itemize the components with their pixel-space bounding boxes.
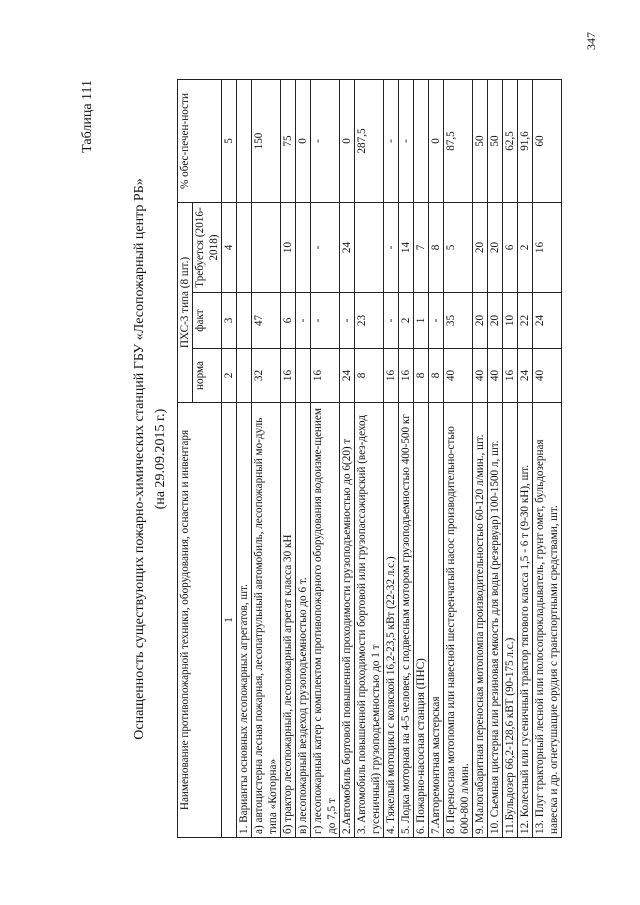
row-required: 24 <box>340 203 355 293</box>
row-norma: 40 <box>533 349 562 403</box>
row-percent: - <box>399 80 414 203</box>
row-name: б) трактор лесопожарный, лесопожарный агрегат класса 30 кН <box>281 403 296 838</box>
column-number: 1 <box>222 403 237 838</box>
row-norma <box>237 349 252 403</box>
row-norma: 16 <box>281 349 296 403</box>
row-fact <box>237 293 252 349</box>
row-fact: 10 <box>503 293 518 349</box>
column-number-row <box>222 80 237 838</box>
row-percent: - <box>311 80 340 203</box>
row-norma: 40 <box>473 349 488 403</box>
row-required <box>296 203 311 293</box>
row-required: 5 <box>444 203 473 293</box>
row-percent: 0 <box>296 80 311 203</box>
row-percent: 75 <box>281 80 296 203</box>
row-norma: 16 <box>503 349 518 403</box>
row-norma: 16 <box>384 349 399 403</box>
row-fact: - <box>296 293 311 349</box>
row-percent: 91,6 <box>518 80 533 203</box>
row-name: 12. Колесный или гусеничный трактор тягового класса 1,5 - 6 т (9-30 кН), шт. <box>518 403 533 838</box>
table-row <box>414 80 429 838</box>
column-number: 2 <box>222 349 237 403</box>
table-row <box>503 80 518 838</box>
row-norma: 24 <box>518 349 533 403</box>
row-norma: 32 <box>252 349 281 403</box>
row-norma <box>296 349 311 403</box>
row-fact: 2 <box>399 293 414 349</box>
table-date: (на 29.09.2015 г.) <box>153 408 168 510</box>
table-row <box>399 80 414 838</box>
row-percent <box>414 80 429 203</box>
row-percent <box>237 80 252 203</box>
header-required: Требуется (2016-2018) <box>193 203 222 293</box>
row-name: 2.Автомобиль бортовой повышенной проходимости грузоподъемностью до 6(20) т <box>340 403 355 838</box>
row-required: 16 <box>533 203 562 293</box>
table-row <box>355 80 384 838</box>
row-required: - <box>311 203 340 293</box>
row-fact: 20 <box>488 293 503 349</box>
row-name: 10. Съемная цистерна или резиновая емкость для воды (резервуар) 100-1500 л, шт. <box>488 403 503 838</box>
row-norma: 40 <box>444 349 473 403</box>
row-name: а) автоцистерна лесная пожарная, лесопатрульный автомобиль, лесопожарный мо-дуль типа «Которна» <box>252 403 281 838</box>
table-title: Оснащенность существующих пожарно-химических станций ГБУ «Лесопожарный центр РБ» <box>132 178 147 740</box>
row-name: 5. Лодка моторная на 4-5 человек, с подвесным мотором грузоподъемностью 400-500 кг <box>399 403 414 838</box>
row-name: в) лесопожарный вездеход грузоподъемностью до 6 т. <box>296 403 311 838</box>
table-row <box>429 80 444 838</box>
row-norma: 8 <box>414 349 429 403</box>
row-required: 2 <box>518 203 533 293</box>
row-name: г) лесопожарный катер с комплектом противопожарного оборудования водоизме-щением до 7,5 т <box>311 403 340 838</box>
row-percent: 150 <box>252 80 281 203</box>
row-fact: - <box>429 293 444 349</box>
header-percent: % обес-печен-ности <box>178 80 222 203</box>
table-row <box>237 80 252 838</box>
row-fact: - <box>340 293 355 349</box>
row-fact: 23 <box>355 293 384 349</box>
row-name: 9. Малогабаритная переносная мотопомпа производительностью 60-120 л/мин., шт. <box>473 403 488 838</box>
row-fact: - <box>311 293 340 349</box>
table-row <box>281 80 296 838</box>
row-norma: 24 <box>340 349 355 403</box>
row-name: 11.Бульдозер 66,2-128,6 кВТ (90-175 л.с.) <box>503 403 518 838</box>
row-name: 6. Пожарно-насосная станция (ПНС) <box>414 403 429 838</box>
row-fact: 20 <box>473 293 488 349</box>
row-norma: 40 <box>488 349 503 403</box>
row-name: 1. Варианты основных лесопожарных агрегатов, шт. <box>237 403 252 838</box>
table-row <box>252 80 281 838</box>
row-fact: 35 <box>444 293 473 349</box>
row-required: 14 <box>399 203 414 293</box>
table-row <box>518 80 533 838</box>
row-percent: 287,5 <box>355 80 384 203</box>
row-fact: - <box>384 293 399 349</box>
table-label: Таблица 111 <box>80 80 95 153</box>
column-number: 5 <box>222 80 237 203</box>
row-name: 4. Тяжелый мотоцикл с коляской 16,2-23,5 кВт (22-32 л.с.) <box>384 403 399 838</box>
row-fact: 6 <box>281 293 296 349</box>
row-percent: - <box>384 80 399 203</box>
row-percent: 87,5 <box>444 80 473 203</box>
table-row <box>296 80 311 838</box>
row-percent: 60 <box>533 80 562 203</box>
row-norma: 16 <box>311 349 340 403</box>
row-percent: 50 <box>488 80 503 203</box>
header-fact: факт <box>193 293 222 349</box>
header-group: ПХС-3 типа (8 шт.) <box>178 203 193 403</box>
row-required <box>237 203 252 293</box>
row-fact: 24 <box>533 293 562 349</box>
row-name: 8. Переносная мотопомпа или навесной шестеренчатый насос производительно-стью 600-800 л/мин. <box>444 403 473 838</box>
row-required <box>355 203 384 293</box>
table-body <box>237 80 562 838</box>
table-row <box>473 80 488 838</box>
row-required: 7 <box>414 203 429 293</box>
row-required: 6 <box>503 203 518 293</box>
column-number: 3 <box>222 293 237 349</box>
rotated-page-content <box>80 80 578 838</box>
row-required: 20 <box>473 203 488 293</box>
row-required: 20 <box>488 203 503 293</box>
row-fact: 1 <box>414 293 429 349</box>
row-percent: 62,5 <box>503 80 518 203</box>
table-row <box>311 80 340 838</box>
row-name: 7.Авторемонтная мастерская <box>429 403 444 838</box>
row-fact: 47 <box>252 293 281 349</box>
row-name: 3. Автомобиль повышенной проходимости бортовой или грузопассажирский (вез-деход гусеничный) грузоподъемностью до 1 т <box>355 403 384 838</box>
header-row <box>178 80 193 838</box>
row-percent: 50 <box>473 80 488 203</box>
row-norma: 8 <box>429 349 444 403</box>
table-row <box>384 80 399 838</box>
header-norma: норма <box>193 349 222 403</box>
row-percent: 0 <box>340 80 355 203</box>
table-row <box>533 80 562 838</box>
table-row <box>340 80 355 838</box>
header-name: Наименование противопожарной техники, оборудования, оснастки и инвентаря <box>178 403 222 838</box>
row-required: - <box>384 203 399 293</box>
row-required: 8 <box>429 203 444 293</box>
equipment-table <box>177 79 562 838</box>
column-number: 4 <box>222 203 237 293</box>
row-required: 10 <box>281 203 296 293</box>
row-norma: 8 <box>355 349 384 403</box>
row-name: 13. Плуг тракторный лесной или полосопрокладыватель, грунт омет, бульдозерная навеска и др. огнетушащие орудия с транспортными средствами, шт. <box>533 403 562 838</box>
table-row <box>488 80 503 838</box>
row-norma: 16 <box>399 349 414 403</box>
row-percent: 0 <box>429 80 444 203</box>
table-row <box>444 80 473 838</box>
row-required <box>252 203 281 293</box>
page-number: 347 <box>584 32 598 50</box>
row-fact: 22 <box>518 293 533 349</box>
